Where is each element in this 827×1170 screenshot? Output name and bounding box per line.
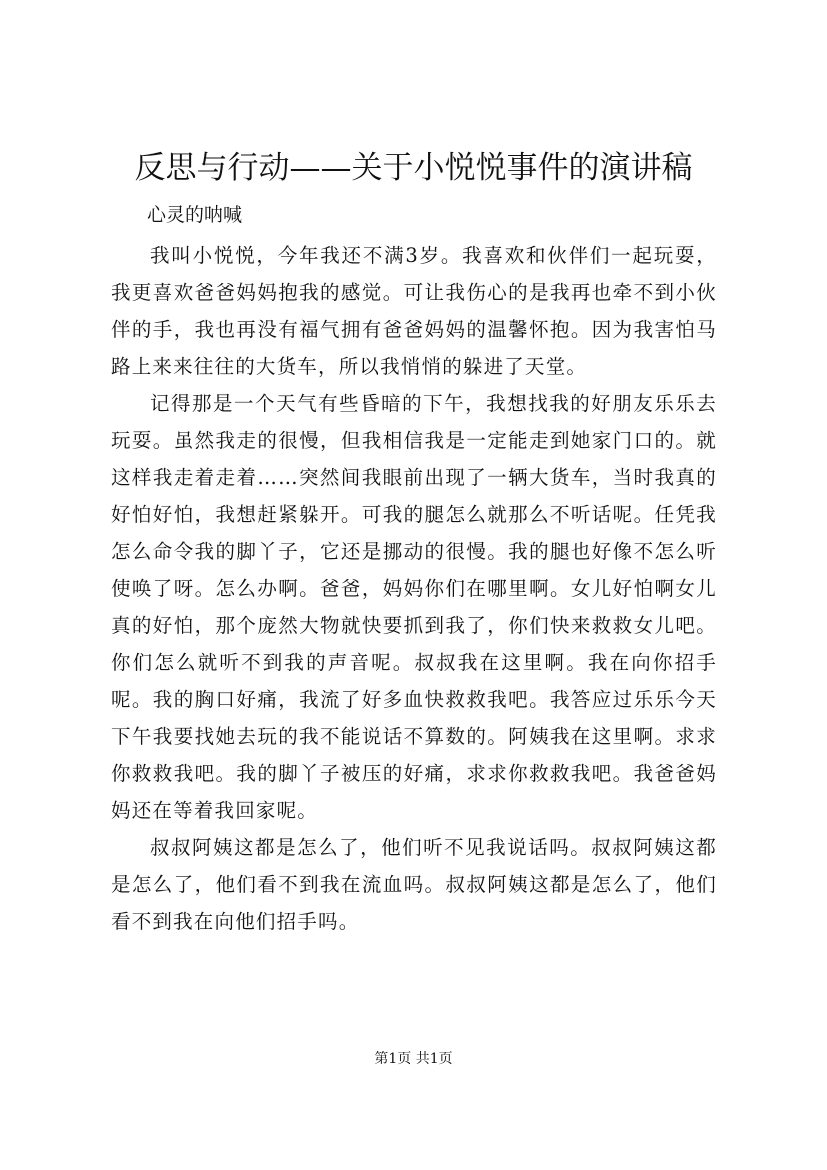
section-subtitle: 心灵的呐喊: [147, 204, 243, 226]
speech-body: [111, 237, 717, 940]
page-number-footer: 第1页 共1页: [374, 1051, 453, 1067]
paragraph-1: 我叫小悦悦，今年我还不满3岁。我喜欢和伙伴们一起玩耍，我更喜欢爸爸妈妈抱我的感觉。可让我伤心的是我再也牵不到小伙伴的手，我也再没有福气拥有爸爸妈妈的温馨怀抱。因为我害怕马路上来来往往的大货车，所以我悄悄的躲进了天堂。: [111, 244, 717, 378]
page-title: 反思与行动——关于小悦悦事件的演讲稿: [134, 150, 693, 186]
paragraph-2: 记得那是一个天气有些昏暗的下午，我想找我的好朋友乐乐去玩耍。虽然我走的很慢，但我相信我是一定能走到她家门口的。就这样我走着走着……突然间我眼前出现了一辆大货车，当时我真的好怕好怕，我想赶紧躲开。可我的腿怎么就那么不听话呢。任凭我怎么命令我的脚丫子，它还是挪动的很慢。我的腿也好像不怎么听使唤了呀。怎么办啊。爸爸，妈妈你们在哪里啊。女儿好怕啊女儿真的好怕，那个庞然大物就快要抓到我了，你们快来救救女儿吧。你们怎么就听不到我的声音呢。叔叔我在这里啊。我在向你招手呢。我的胸口好痛，我流了好多血快救救我吧。我答应过乐乐今天下午我要找她去玩的我不能说话不算数的。阿姨我在这里啊。求求你救救我吧。我的脚丫子被压的好痛，求求你救救我吧。我爸爸妈妈还在等着我回家呢。: [111, 392, 717, 822]
paragraph-3: 叔叔阿姨这都是怎么了，他们听不见我说话吗。叔叔阿姨这都是怎么了，他们看不到我在流血吗。叔叔阿姨这都是怎么了，他们看不到我在向他们招手吗。: [111, 836, 717, 933]
